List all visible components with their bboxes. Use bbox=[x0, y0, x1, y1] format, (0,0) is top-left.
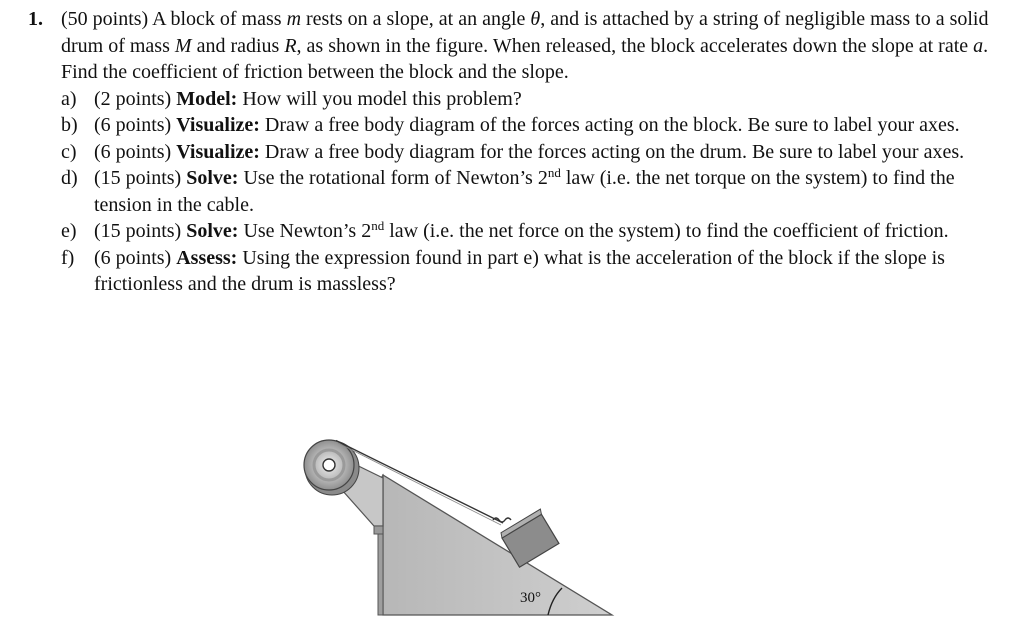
part-b bbox=[28, 112, 1008, 139]
part-f bbox=[28, 245, 1008, 298]
problem-1 bbox=[28, 6, 1008, 298]
part-keyword: Assess: bbox=[176, 246, 238, 269]
part-keyword: Solve: bbox=[186, 220, 239, 242]
stem-text: rests on a slope, at an angle bbox=[301, 8, 531, 30]
var-theta: θ bbox=[530, 8, 541, 30]
part-points: (6 points) bbox=[94, 140, 177, 163]
part-points: (15 points) bbox=[94, 167, 187, 189]
drum-bracket-side bbox=[374, 526, 383, 534]
var-R: R bbox=[284, 34, 297, 57]
problem-stem bbox=[28, 6, 1008, 86]
part-points: (15 points) bbox=[94, 220, 187, 242]
stem-text: , and is attached by a string of negligible mass to a solid drum of mass bbox=[61, 8, 989, 57]
part-label: b) bbox=[61, 114, 78, 136]
part-keyword: Visualize: bbox=[176, 140, 260, 163]
part-text: Use the rotational form of Newton’s 2 bbox=[238, 167, 548, 189]
part-d bbox=[28, 165, 1008, 218]
var-M: M bbox=[174, 34, 192, 57]
part-points: (6 points) bbox=[94, 246, 177, 269]
part-label: f) bbox=[61, 246, 75, 269]
var-a: a bbox=[973, 34, 984, 57]
part-label: e) bbox=[61, 220, 77, 242]
part-a bbox=[28, 86, 1008, 113]
part-text: law (i.e. the net torque on the system) to find the tension in the cable. bbox=[94, 167, 955, 216]
var-m: m bbox=[286, 8, 302, 30]
part-text: Draw a free body diagram of the forces acting on the block. Be sure to label your axes. bbox=[259, 114, 960, 136]
problem-points: (50 points) bbox=[61, 8, 149, 30]
part-text: Use Newton’s 2 bbox=[238, 220, 372, 242]
part-keyword: Model: bbox=[176, 87, 238, 110]
part-e bbox=[28, 218, 1008, 245]
parts-list bbox=[28, 86, 1008, 298]
stem-text: and radius bbox=[191, 34, 285, 57]
part-keyword: Visualize: bbox=[176, 114, 260, 136]
stem-text: , as shown in the figure. When released, the block accelerates down the slope at rate bbox=[296, 34, 974, 57]
stem-text: . Find the coefficient of friction between the block and the slope. bbox=[61, 34, 989, 83]
stem-text: A block of mass bbox=[148, 8, 287, 30]
part-points: (2 points) bbox=[94, 87, 177, 110]
part-keyword: Solve: bbox=[186, 167, 239, 189]
incline-wedge bbox=[383, 475, 612, 615]
part-label: d) bbox=[61, 167, 78, 189]
drum-axle bbox=[323, 459, 335, 471]
part-text: Using the expression found in part e) what is the acceleration of the block if the slope is frictionless and the drum is massless? bbox=[94, 246, 945, 295]
part-text: How will you model this problem? bbox=[237, 87, 522, 110]
part-label: a) bbox=[61, 87, 77, 110]
ordinal-superscript: nd bbox=[547, 165, 561, 180]
ordinal-superscript: nd bbox=[371, 218, 385, 233]
part-points: (6 points) bbox=[94, 114, 177, 136]
part-label: c) bbox=[61, 140, 77, 163]
incline-drum-diagram bbox=[290, 428, 630, 620]
part-text: Draw a free body diagram for the forces acting on the drum. Be sure to label your axes. bbox=[259, 140, 965, 163]
angle-label: 30° bbox=[520, 590, 541, 606]
part-text: law (i.e. the net force on the system) to find the coefficient of friction. bbox=[384, 220, 949, 242]
physics-figure bbox=[290, 428, 630, 620]
part-c bbox=[28, 139, 1008, 166]
problem-number: 1. bbox=[28, 8, 43, 30]
